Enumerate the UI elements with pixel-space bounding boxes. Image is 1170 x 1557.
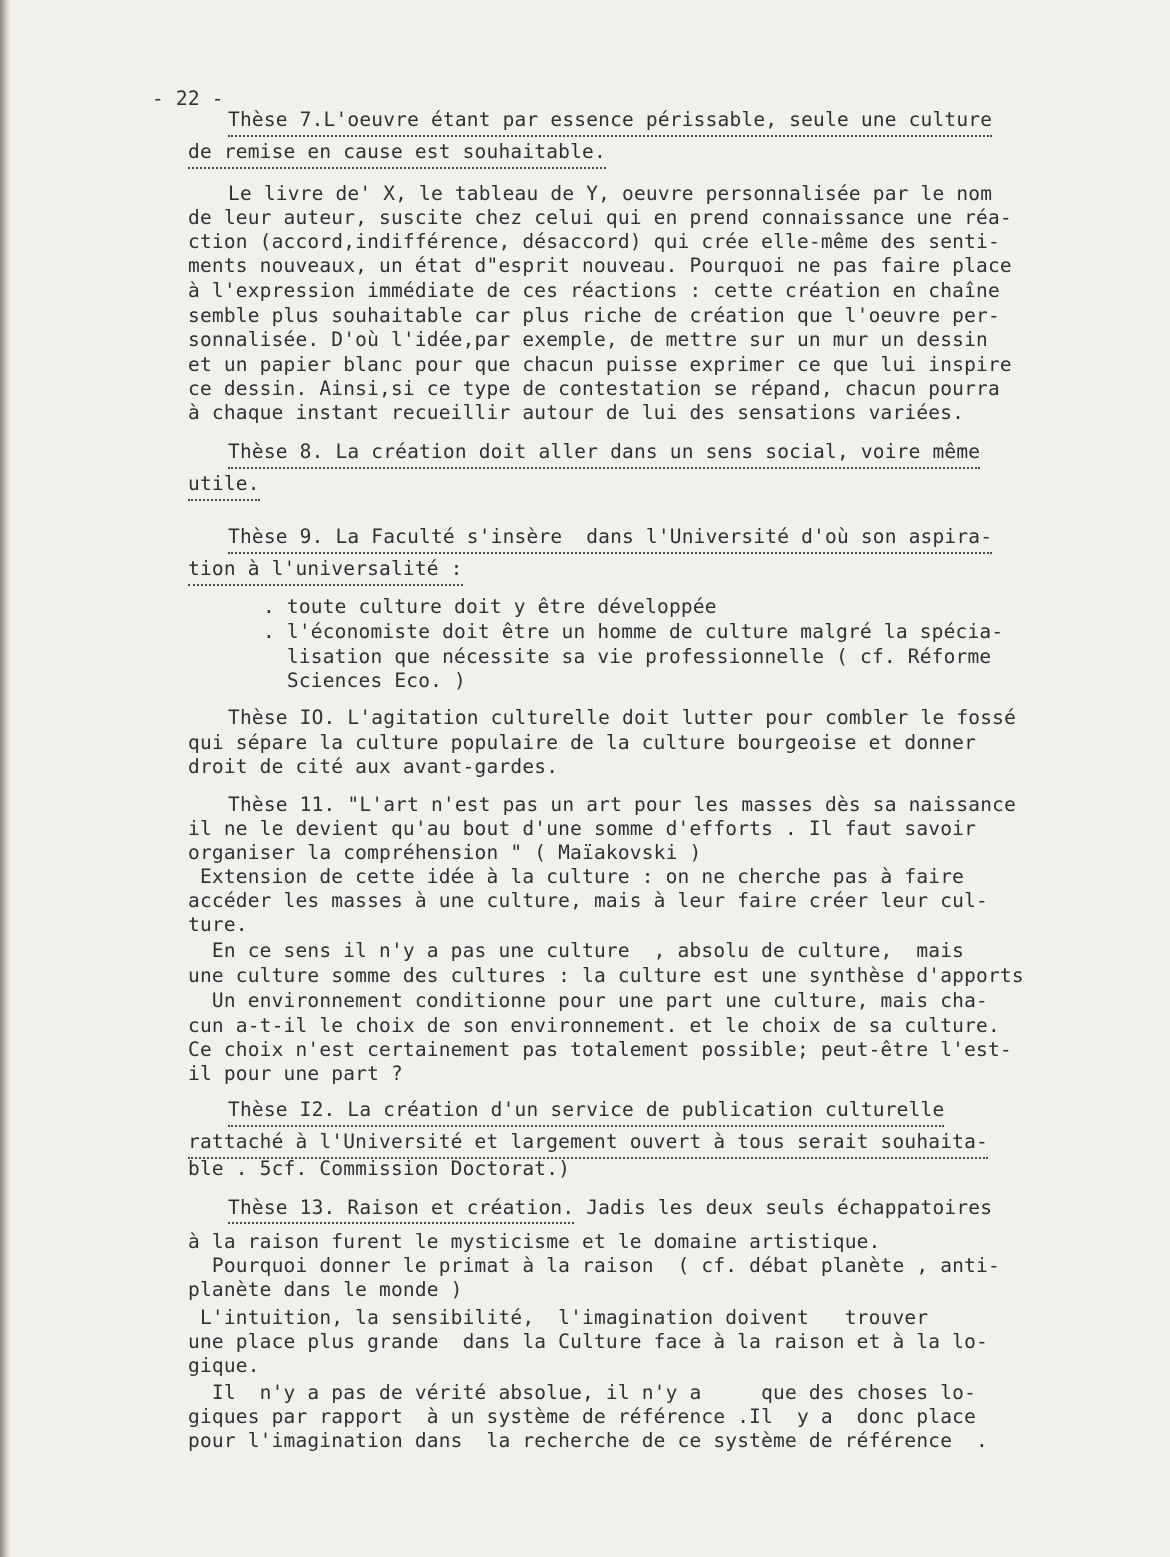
these-11-line: organiser la compréhension " ( Maïakovski ) <box>188 841 702 864</box>
these-11-line: cun a-t-il le choix de son environnement. et le choix de sa culture. <box>188 1014 1000 1037</box>
these-11-line: En ce sens il n'y a pas une culture , absolu de culture, mais <box>188 939 965 962</box>
these-10-line: droit de cité aux avant-gardes. <box>188 755 559 778</box>
these-11-line: il ne le devient qu'au bout d'une somme d'efforts . Il faut savoir <box>188 817 977 840</box>
these-13-body-line: Pourquoi donner le primat à la raison ( cf. débat planète , anti- <box>188 1254 1000 1277</box>
these-9-bullet-line: Sciences Eco. ) <box>263 669 466 692</box>
these-12-heading: rattaché à l'Université et largement ouvert à tous serait souhaita- <box>188 1130 988 1159</box>
these-7-body-line: de leur auteur, suscite chez celui qui en prend connaissance une réa- <box>188 206 1012 229</box>
these-12-heading: Thèse I2. La création d'un service de publication culturelle <box>228 1098 944 1127</box>
these-12-body-line: ble . 5cf. Commission Doctorat.) <box>188 1157 571 1180</box>
these-9-heading: Thèse 9. La Faculté s'insère dans l'Université d'où son aspira- <box>228 525 992 554</box>
these-9-heading: tion à l'universalité : <box>188 557 463 586</box>
these-11-line: ture. <box>188 913 248 936</box>
document-page <box>10 0 1170 1557</box>
these-10-line: Thèse IO. L'agitation culturelle doit lutter pour combler le fossé <box>228 706 1017 729</box>
these-13-heading-line <box>228 1196 992 1220</box>
these-7-body-line: et un papier blanc pour que chacun puisse exprimer ce que lui inspire <box>188 353 1012 376</box>
these-11-line: Ce choix n'est certainement pas totalement possible; peut-être l'est- <box>188 1038 1012 1061</box>
these-11-line: une culture somme des cultures : la culture est une synthèse d'apports <box>188 964 1024 987</box>
these-11-line: Un environnement conditionne pour une part une culture, mais cha- <box>188 989 988 1012</box>
these-13-body-line: giques par rapport à un système de référence .Il y a donc place <box>188 1405 977 1428</box>
these-9-bullet-line: . toute culture doit y être développée <box>263 595 717 618</box>
these-7-body-line: à chaque instant recueillir autour de lui des sensations variées. <box>188 401 965 424</box>
these-13-body-line: une place plus grande dans la Culture face à la raison et à la lo- <box>188 1330 988 1353</box>
these-7-body-line: ction (accord,indifférence, désaccord) qui crée elle-même des senti- <box>188 230 1000 253</box>
these-13-body-line: planète dans le monde ) <box>188 1278 463 1301</box>
these-13-body-line: pour l'imagination dans la recherche de ce système de référence . <box>188 1429 988 1452</box>
these-8-heading: Thèse 8. La création doit aller dans un sens social, voire même <box>228 440 980 469</box>
these-7-body-line: ce dessin. Ainsi,si ce type de contestation se répand, chacun pourra <box>188 377 1000 400</box>
these-10-line: qui sépare la culture populaire de la culture bourgeoise et donner <box>188 731 977 754</box>
these-13-body-line: gique. <box>188 1354 260 1377</box>
these-13-body-line: Il n'y a pas de vérité absolue, il n'y a que des choses lo- <box>188 1381 977 1404</box>
these-13-body-line: à la raison furent le mysticisme et le domaine artistique. <box>188 1230 881 1253</box>
these-11-line: il pour une part ? <box>188 1062 403 1085</box>
these-13-heading: Thèse 13. Raison et création. <box>228 1196 574 1224</box>
book-spine-shadow <box>0 0 10 1557</box>
these-7-body-line: semble plus souhaitable car plus riche de création que l'oeuvre per- <box>188 304 1000 327</box>
these-7-heading: Thèse 7.L'oeuvre étant par essence périssable, seule une culture <box>228 108 992 137</box>
these-11-line: Extension de cette idée à la culture : on ne cherche pas à faire <box>188 865 965 888</box>
page-number: - 22 - <box>152 87 224 110</box>
these-9-bullet-line: lisation que nécessite sa vie professionnelle ( cf. Réforme <box>263 645 992 668</box>
these-11-line: accéder les masses à une culture, mais à leur faire créer leur cul- <box>188 889 988 912</box>
these-7-body-line: ments nouveaux, un état d"esprit nouveau. Pourquoi ne pas faire place <box>188 254 1012 277</box>
these-13-heading-rest: Jadis les deux seuls échappatoires <box>574 1196 993 1219</box>
these-7-body-line: Le livre de' X, le tableau de Y, oeuvre personnalisée par le nom <box>228 182 993 205</box>
these-9-bullet-line: . l'économiste doit être un homme de culture malgré la spécia- <box>263 620 1004 643</box>
these-7-body-line: à l'expression immédiate de ces réactions : cette création en chaîne <box>188 279 1000 302</box>
these-7-body-line: sonnalisée. D'où l'idée,par exemple, de mettre sur un mur un dessin <box>188 328 988 351</box>
these-13-body-line: L'intuition, la sensibilité, l'imagination doivent trouver <box>188 1306 929 1329</box>
these-11-line: Thèse 11. "L'art n'est pas un art pour les masses dès sa naissance <box>228 793 1017 816</box>
these-7-heading: de remise en cause est souhaitable. <box>188 140 606 169</box>
these-8-heading: utile. <box>188 472 260 501</box>
